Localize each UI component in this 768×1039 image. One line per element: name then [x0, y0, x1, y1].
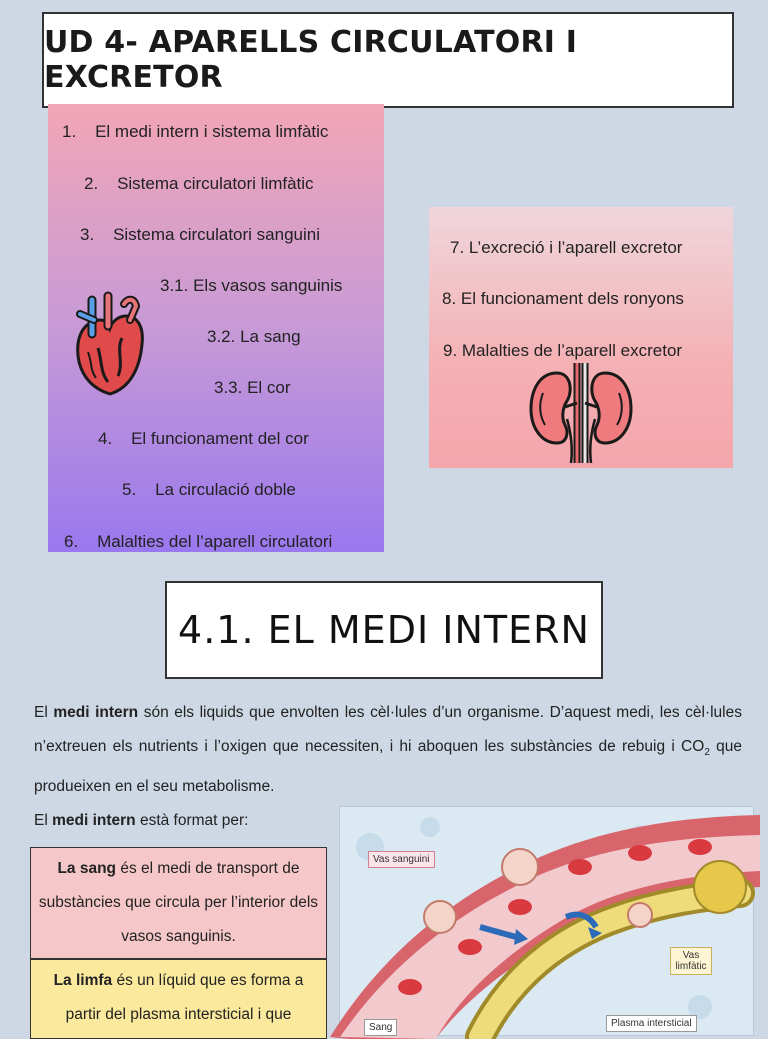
intro-text-end: que produeixen en el seu metabolisme.	[34, 738, 742, 796]
toc-item-6: 6. Malalties del l’aparell circulatori	[64, 532, 333, 551]
blood-lymph-illustration	[339, 806, 754, 1036]
card-limfa	[30, 959, 327, 1039]
intro-paragraph	[34, 696, 742, 804]
card-limfa-term: La limfa	[53, 972, 113, 989]
toc-right-panel	[429, 207, 733, 468]
toc-item-2: 2. Sistema circulatori limfàtic	[84, 174, 314, 193]
toc-left-panel	[48, 104, 384, 552]
toc-item-7: 7. L’excreció i l’aparell excretor	[450, 238, 683, 257]
intro-subscript: 2	[704, 747, 710, 759]
toc-item-8: 8. El funcionament dels ronyons	[442, 289, 684, 308]
toc-item-3-1: 3.1. Els vasos sanguinis	[160, 276, 343, 295]
intro-text-body: són els liquids que envolten les cèl·lules d’un organisme. D’aquest medi, les cèl·lules n’extreuen els nutrients i l’oxigen que necessiten, i hi aboquen les substàncies de rebuig i CO	[34, 704, 742, 755]
kidneys-icon	[527, 363, 635, 465]
heart-icon	[72, 290, 148, 402]
formed-text-start: El	[34, 812, 53, 829]
toc-item-4: 4. El funcionament del cor	[98, 429, 309, 448]
card-limfa-text: és un líquid que es forma a partir del plasma intersticial i que	[65, 972, 304, 1023]
toc-item-3-3: 3.3. El cor	[214, 378, 291, 397]
vessel-illustration-graphic	[340, 807, 755, 1037]
unit-title: UD 4- APARELLS CIRCULATORI I EXCRETOR	[44, 25, 578, 95]
formed-by-line	[34, 812, 249, 830]
label-plasma-intersticial: Plasma intersticial	[606, 1015, 697, 1032]
toc-item-3: 3. Sistema circulatori sanguini	[80, 225, 320, 244]
toc-item-5: 5. La circulació doble	[122, 480, 296, 499]
section-title: 4.1. EL MEDI INTERN	[178, 608, 590, 652]
label-vas-limfatic: Vas limfàtic	[670, 947, 712, 975]
card-sang-text: és el medi de transport de substàncies que circula per l’interior dels vasos sanguinis.	[38, 860, 319, 945]
formed-bold-term: medi intern	[52, 812, 136, 829]
card-sang-term: La sang	[57, 860, 117, 877]
label-vas-sanguini: Vas sanguini	[368, 851, 435, 868]
formed-text-rest: està format per:	[135, 812, 249, 829]
section-title-box	[165, 581, 603, 679]
toc-item-3-2: 3.2. La sang	[207, 327, 301, 346]
intro-text-start: El	[34, 704, 54, 721]
unit-title-box	[42, 12, 734, 108]
toc-item-9: 9. Malalties de l’aparell excretor	[443, 341, 683, 360]
toc-item-1: 1. El medi intern i sistema limfàtic	[62, 122, 329, 141]
card-sang	[30, 847, 327, 959]
intro-bold-term: medi intern	[53, 704, 139, 721]
label-sang: Sang	[364, 1019, 397, 1036]
